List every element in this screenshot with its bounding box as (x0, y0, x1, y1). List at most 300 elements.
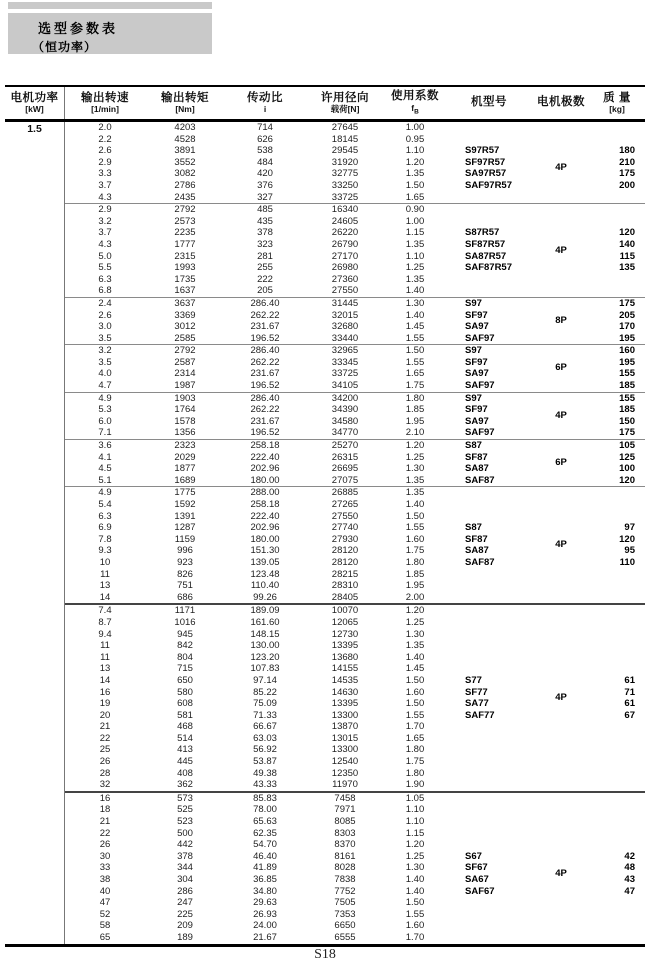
cell-model: SF97R57 (465, 156, 506, 168)
cell-torque: 1159 (174, 533, 196, 545)
cell-speed: 2.2 (98, 133, 112, 145)
cell-ratio: 286.40 (250, 392, 280, 404)
cell-torque: 525 (177, 804, 193, 816)
table-row (65, 511, 645, 523)
cell-fb: 0.90 (405, 204, 425, 216)
cell-torque: 1777 (174, 238, 196, 250)
cell-torque: 2585 (174, 332, 196, 344)
cell-fb: 1.90 (405, 779, 425, 791)
cell-speed: 8.7 (98, 616, 112, 628)
cell-speed: 6.3 (98, 273, 112, 285)
cell-ratio: 180.00 (250, 474, 280, 486)
cell-mass (589, 920, 645, 932)
cell-mass (589, 617, 645, 629)
power-value: 1.5 (5, 122, 65, 944)
cell-ratio: 262.22 (250, 309, 280, 321)
cell-mass (589, 804, 645, 816)
cell-fb: 1.10 (405, 816, 425, 828)
cell-speed: 5.1 (98, 474, 112, 486)
cell-torque: 1987 (174, 380, 196, 392)
cell-speed: 20 (99, 709, 111, 721)
cell-fb: 1.80 (405, 556, 425, 568)
table-row (65, 380, 645, 392)
table-row (65, 592, 645, 604)
cell-ratio: 62.35 (253, 827, 277, 839)
cell-model (445, 192, 533, 204)
cell-fb: 1.50 (405, 179, 425, 191)
cell-model: SA97 (465, 415, 489, 427)
doc-title-line2: （恒功率） (32, 40, 98, 54)
cell-poles (533, 663, 589, 675)
table-row (65, 629, 645, 641)
table-row (65, 475, 645, 487)
cell-model (445, 839, 533, 851)
cell-ratio: 78.00 (253, 804, 277, 816)
table-body (5, 122, 645, 947)
cell-mass (589, 122, 645, 134)
cell-fb: 1.30 (405, 628, 425, 640)
cell-torque: 1993 (174, 262, 196, 274)
cell-poles (533, 262, 589, 274)
cell-torque: 2029 (174, 451, 196, 463)
cell-poles (533, 710, 589, 722)
cell-ratio: 323 (257, 238, 273, 250)
table-row (65, 675, 645, 687)
table-row (65, 744, 645, 756)
cell-speed: 3.2 (98, 215, 112, 227)
cell-mass (589, 652, 645, 664)
cell-ratio: 222 (257, 273, 273, 285)
cell-mass: 170 (619, 321, 635, 333)
cell-load: 27170 (331, 250, 359, 262)
cell-load: 11970 (332, 779, 358, 791)
cell-load: 33725 (331, 191, 359, 203)
cell-model (445, 487, 533, 499)
cell-mass: 95 (624, 545, 635, 557)
cell-torque: 344 (177, 862, 193, 874)
cell-torque: 3637 (174, 297, 196, 309)
cell-torque: 3082 (174, 168, 196, 180)
cell-fb: 2.00 (405, 591, 425, 603)
cell-model (445, 640, 533, 652)
table-row (65, 617, 645, 629)
table-row (65, 580, 645, 592)
cell-torque: 686 (177, 591, 193, 603)
cell-load: 28310 (331, 580, 359, 592)
cell-mass: 185 (619, 404, 635, 416)
cell-ratio: 26.93 (253, 908, 277, 920)
cell-speed: 4.5 (98, 463, 112, 475)
cell-ratio: 63.03 (253, 732, 277, 744)
cell-torque: 3552 (174, 156, 196, 168)
cell-load: 33345 (331, 356, 359, 368)
cell-fb: 1.55 (405, 709, 425, 721)
cell-speed: 3.3 (98, 168, 112, 180)
cell-load: 27645 (331, 122, 359, 133)
cell-ratio: 485 (257, 204, 273, 216)
cell-poles (533, 204, 589, 216)
cell-model: SA87R57 (465, 250, 507, 262)
cell-model (445, 204, 533, 216)
cell-mass: 61 (624, 698, 635, 710)
cell-torque: 996 (177, 545, 193, 557)
cell-fb: 1.35 (405, 168, 425, 180)
cell-fb: 1.55 (405, 522, 425, 534)
cell-torque: 650 (177, 674, 193, 686)
gearbox-block-7 (65, 603, 645, 791)
cell-load: 28405 (331, 591, 359, 603)
cell-fb: 1.40 (405, 885, 425, 897)
cell-poles (533, 640, 589, 652)
poles-label: 4P (555, 409, 567, 421)
column-header-1: 输出转速 [1/min] (81, 91, 129, 114)
cell-mass (589, 499, 645, 511)
cell-model (445, 663, 533, 675)
cell-model: SA97R57 (465, 168, 507, 180)
cell-mass (589, 216, 645, 228)
cell-mass (589, 897, 645, 909)
cell-speed: 3.6 (98, 440, 112, 452)
cell-mass: 160 (619, 345, 635, 357)
cell-ratio: 286.40 (250, 345, 280, 357)
cell-load: 8303 (334, 827, 356, 839)
cell-ratio: 36.85 (253, 874, 277, 885)
cell-mass: 175 (619, 427, 635, 439)
cell-load: 10070 (331, 605, 359, 617)
cell-mass: 155 (619, 368, 635, 380)
cell-mass (589, 733, 645, 745)
header-bar (8, 2, 212, 9)
gearbox-block-3 (65, 344, 645, 391)
cell-model (445, 932, 533, 944)
cell-mass: 105 (619, 440, 635, 452)
cell-speed: 6.9 (98, 522, 112, 534)
cell-model: SA67 (465, 874, 489, 885)
cell-fb: 1.80 (405, 744, 425, 756)
cell-poles (533, 886, 589, 898)
cell-torque: 4528 (174, 133, 196, 145)
cell-load: 34390 (331, 404, 359, 416)
cell-speed: 13 (99, 663, 111, 675)
cell-mass (589, 756, 645, 768)
cell-model: SF77 (465, 686, 488, 698)
cell-speed: 14 (99, 674, 111, 686)
cell-speed: 9.4 (98, 628, 112, 640)
cell-torque: 751 (177, 580, 193, 592)
table-row (65, 487, 645, 499)
table-row (65, 605, 645, 617)
cell-torque: 413 (177, 744, 193, 756)
cell-speed: 4.0 (98, 368, 112, 380)
cell-mass (589, 793, 645, 805)
cell-speed: 14 (99, 591, 111, 603)
cell-mass: 48 (624, 862, 635, 874)
page-number: S18 (314, 947, 336, 962)
cell-torque: 842 (177, 640, 193, 652)
cell-speed: 3.7 (98, 179, 112, 191)
cell-ratio: 85.22 (253, 686, 277, 698)
cell-mass (589, 629, 645, 641)
cell-poles (533, 227, 589, 239)
cell-mass (589, 192, 645, 204)
cell-model (445, 122, 533, 134)
cell-ratio: 286.40 (250, 297, 280, 309)
cell-torque: 1689 (174, 474, 196, 486)
cell-speed: 2.0 (98, 122, 112, 133)
cell-torque: 1735 (174, 273, 196, 285)
table-row (65, 897, 645, 909)
cell-load: 33250 (331, 179, 359, 191)
cell-fb: 1.15 (405, 827, 425, 839)
cell-torque: 715 (177, 663, 193, 675)
cell-ratio: 41.89 (253, 862, 277, 874)
cell-ratio: 327 (257, 191, 273, 203)
cell-load: 34200 (331, 392, 359, 404)
cell-ratio: 107.83 (250, 663, 280, 675)
cell-mass: 195 (619, 356, 635, 368)
cell-ratio: 231.67 (250, 415, 280, 427)
cell-model: S87R57 (465, 227, 500, 239)
cell-ratio: 43.33 (253, 779, 277, 791)
cell-poles (533, 522, 589, 534)
column-header-2: 输出转矩 [Nm] (161, 91, 209, 114)
cell-speed: 6.3 (98, 510, 112, 522)
cell-load: 34770 (331, 427, 359, 439)
cell-ratio: 148.15 (250, 628, 280, 640)
cell-poles (533, 768, 589, 780)
cell-speed: 21 (99, 721, 111, 733)
cell-fb: 1.50 (405, 510, 425, 522)
cell-speed: 16 (99, 792, 111, 804)
cell-fb: 1.40 (405, 874, 425, 885)
cell-poles (533, 629, 589, 641)
cell-fb: 1.60 (405, 920, 425, 932)
cell-fb: 1.40 (405, 499, 425, 510)
cell-mass (589, 909, 645, 921)
poles-label: 6P (555, 362, 567, 374)
table-row (65, 909, 645, 921)
poles-label: 4P (555, 244, 567, 256)
cell-ratio: 281 (257, 250, 273, 262)
cell-ratio: 21.67 (253, 931, 277, 943)
cell-ratio: 196.52 (250, 332, 280, 344)
cell-ratio: 139.05 (250, 556, 280, 568)
cell-torque: 4203 (174, 122, 196, 133)
cell-model: SF97 (465, 309, 488, 321)
cell-model (445, 756, 533, 768)
cell-torque: 2314 (174, 368, 196, 380)
cell-model: S97 (465, 345, 482, 357)
cell-speed: 7.1 (98, 427, 112, 439)
cell-model: SA97 (465, 368, 489, 380)
cell-mass: 180 (619, 145, 635, 157)
cell-load: 34105 (331, 380, 359, 392)
cell-fb: 1.80 (405, 392, 425, 404)
cell-load: 16340 (331, 204, 359, 216)
cell-model: SF97 (465, 404, 488, 416)
gearbox-block-1 (65, 203, 645, 297)
cell-mass: 120 (619, 533, 635, 545)
cell-model (445, 793, 533, 805)
cell-speed: 5.0 (98, 250, 112, 262)
cell-poles (533, 605, 589, 617)
cell-poles (533, 393, 589, 405)
cell-mass: 42 (624, 850, 635, 862)
cell-torque: 468 (177, 721, 193, 733)
cell-torque: 286 (177, 885, 193, 897)
cell-speed: 32 (99, 779, 111, 791)
cell-ratio: 53.87 (253, 756, 277, 768)
cell-poles (533, 298, 589, 310)
cell-load: 26790 (331, 238, 359, 250)
cell-ratio: 34.80 (253, 885, 277, 897)
cell-torque: 573 (177, 792, 193, 804)
cell-poles (533, 779, 589, 791)
cell-speed: 3.0 (98, 321, 112, 333)
cell-ratio: 538 (257, 145, 273, 157)
cell-model (445, 804, 533, 816)
cell-load: 26695 (331, 463, 359, 475)
cell-torque: 2323 (174, 440, 196, 452)
cell-load: 13300 (331, 709, 359, 721)
cell-poles (533, 652, 589, 664)
cell-fb: 1.05 (405, 792, 425, 804)
cell-load: 27075 (331, 474, 359, 486)
cell-load: 34580 (331, 415, 359, 427)
cell-model (445, 216, 533, 228)
cell-load: 13395 (331, 698, 359, 710)
cell-speed: 4.7 (98, 380, 112, 392)
cell-poles (533, 380, 589, 392)
cell-load: 25270 (331, 440, 359, 452)
cell-load: 31920 (331, 156, 359, 168)
cell-mass: 47 (624, 885, 635, 897)
table-row (65, 663, 645, 675)
cell-poles (533, 816, 589, 828)
table-row (65, 839, 645, 851)
cell-fb: 1.95 (405, 415, 425, 427)
cell-ratio: 123.20 (250, 651, 280, 663)
cell-fb: 1.20 (405, 605, 425, 617)
cell-torque: 945 (177, 628, 193, 640)
cell-mass (589, 768, 645, 780)
cell-fb: 1.85 (405, 404, 425, 416)
table-row (65, 768, 645, 780)
cell-speed: 5.3 (98, 404, 112, 416)
cell-model (445, 592, 533, 604)
cell-load: 28215 (331, 568, 359, 580)
cell-load: 13680 (331, 651, 359, 663)
poles-label: 4P (555, 162, 567, 174)
cell-speed: 25 (99, 744, 111, 756)
cell-speed: 4.9 (98, 392, 112, 404)
cell-torque: 581 (177, 709, 193, 721)
cell-model: S97 (465, 297, 482, 309)
cell-mass (589, 839, 645, 851)
cell-mass: 185 (619, 380, 635, 392)
cell-model: S87 (465, 440, 482, 452)
cell-torque: 442 (177, 839, 193, 851)
table-row (65, 640, 645, 652)
cell-model: SF87R57 (465, 238, 506, 250)
cell-model (445, 733, 533, 745)
cell-speed: 2.6 (98, 145, 112, 157)
cell-mass: 120 (619, 474, 635, 486)
cell-poles (533, 756, 589, 768)
cell-torque: 304 (177, 874, 193, 885)
cell-model: SAF97 (465, 380, 495, 392)
cell-model: S67 (465, 850, 482, 862)
cell-load: 26885 (331, 487, 359, 499)
cell-torque: 3012 (174, 321, 196, 333)
cell-fb: 1.70 (405, 931, 425, 943)
cell-speed: 7.4 (98, 605, 112, 617)
cell-speed: 58 (99, 920, 111, 932)
cell-load: 12065 (331, 616, 359, 628)
cell-speed: 4.3 (98, 238, 112, 250)
table-row (65, 427, 645, 439)
cell-fb: 1.25 (405, 262, 425, 274)
cell-mass: 200 (619, 179, 635, 191)
cell-torque: 1903 (174, 392, 196, 404)
cell-model (445, 617, 533, 629)
cell-load: 33725 (331, 368, 359, 380)
cell-model: SA87 (465, 545, 489, 557)
cell-mass (589, 569, 645, 581)
table-row (65, 816, 645, 828)
cell-mass (589, 816, 645, 828)
column-header-5: 使用系数 $f_B$ (391, 90, 439, 116)
cell-load: 8161 (334, 850, 356, 862)
cell-fb: 1.30 (405, 463, 425, 475)
table-row (65, 180, 645, 192)
cell-mass: 115 (619, 250, 635, 262)
cell-poles (533, 828, 589, 840)
cell-mass (589, 663, 645, 675)
cell-model (445, 828, 533, 840)
cell-speed: 38 (99, 874, 111, 885)
cell-load: 13015 (331, 732, 359, 744)
table-row (65, 932, 645, 944)
cell-mass (589, 605, 645, 617)
cell-speed: 2.6 (98, 309, 112, 321)
cell-mass: 195 (619, 332, 635, 344)
cell-mass (589, 932, 645, 944)
cell-poles (533, 721, 589, 733)
cell-poles (533, 569, 589, 581)
cell-ratio: 626 (257, 133, 273, 145)
cell-mass: 125 (619, 451, 635, 463)
cell-ratio: 180.00 (250, 533, 280, 545)
table-row (65, 298, 645, 310)
cell-mass: 150 (619, 415, 635, 427)
cell-fb: 1.55 (405, 908, 425, 920)
cell-ratio: 56.92 (253, 744, 277, 756)
cell-speed: 2.9 (98, 204, 112, 216)
cell-poles (533, 145, 589, 157)
cell-fb: 2.10 (405, 427, 425, 439)
cell-poles (533, 134, 589, 146)
cell-ratio: 435 (257, 215, 273, 227)
cell-mass: 97 (624, 522, 635, 534)
table-row (65, 227, 645, 239)
gearbox-block-4 (65, 392, 645, 439)
cell-poles (533, 744, 589, 756)
cell-speed: 47 (99, 897, 111, 909)
cell-model (445, 629, 533, 641)
cell-ratio: 714 (257, 122, 273, 133)
table-row (65, 828, 645, 840)
